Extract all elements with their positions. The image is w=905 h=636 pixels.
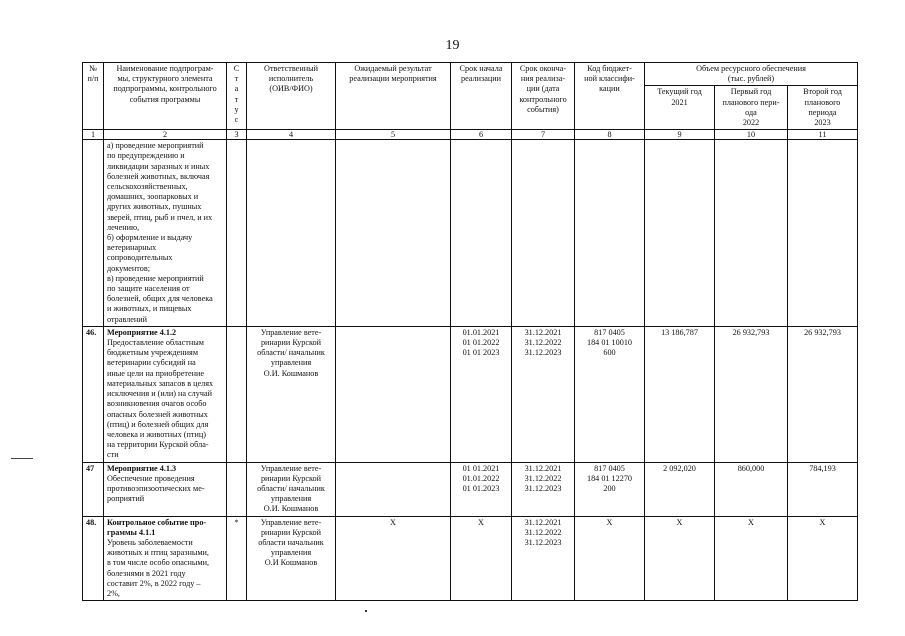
row-num: [83, 140, 104, 327]
row-start: 01 01.2021 01.01.2022 01 01.2023: [451, 462, 512, 516]
row-code: 817 0405 184 01 12270 200: [575, 462, 645, 516]
row-name: [104, 462, 227, 516]
header-name: Наименование подпрограм- мы, структурного элемента подпрограммы, контрольного события программы: [104, 63, 227, 130]
header-end: Срок оконча- ния реализа- ции (дата контрольного события): [512, 63, 575, 130]
row-2023: [788, 140, 858, 327]
header-code: Код бюджет- ной классифи- кации: [575, 63, 645, 130]
row-title: Контрольное событие про- граммы 4.1.1: [107, 517, 207, 537]
column-number: 6: [451, 130, 512, 140]
row-2023: 784,193: [788, 462, 858, 516]
column-number: 3: [227, 130, 247, 140]
column-number: 1: [83, 130, 104, 140]
header-year-2021: Текущий год 2021: [645, 86, 715, 130]
row-executor: [247, 140, 336, 327]
row-code: [575, 140, 645, 327]
row-status: [227, 462, 247, 516]
row-end: 31.12.2021 31.12.2022 31.12.2023: [512, 326, 575, 462]
table-row: [83, 462, 858, 516]
row-body: Уровень заболеваемости животных и птиц заразными, в том числе особо опасными, болезнями в 2021 году составит 2%, в 2022 году – 2%,: [107, 537, 210, 598]
header-year-2023: Второй год планового периода 2023: [788, 86, 858, 130]
row-body: а) проведение мероприятий по предупреждению и ликвидации заразных и иных болезней животных, включая сельскохозяйственных, домашних, зоопарковых и других животных, пушных зверей, птиц, рыб и пчел, и их лечению, б) оформление и выдачу ветеринарных сопроводительных документов; в) проведение мероприятий по защите населения от болезней, общих для человека и животных, и пищевых отравлений: [107, 141, 213, 324]
row-result: X: [336, 516, 451, 601]
row-body: Обеспечение проведения противоэпизоотических ме- роприятий: [107, 473, 205, 504]
header-status: С т а т у с: [227, 63, 247, 130]
table-row: [83, 326, 858, 462]
row-2023: X: [788, 516, 858, 601]
row-body: Предоставление областным бюджетным учреждениям ветеринарии субсидий на иные цели на приобретение материальных запасов в целях исключения и (или) на случай возникновения очагов особо опасных болезней животных (птиц) и болезней общих для человека и животных (птиц) на территории Курской обла- сти: [107, 338, 214, 460]
column-number: 10: [715, 130, 788, 140]
stray-dot: [365, 610, 367, 612]
header-num: № п/п: [83, 63, 104, 130]
header-year-2022: Первый год планового пери- ода 2022: [715, 86, 788, 130]
header-start: Срок начала реализации: [451, 63, 512, 130]
header-result: Ожидаемый результат реализации мероприятия: [336, 63, 451, 130]
column-number: 5: [336, 130, 451, 140]
row-2023: 26 932,793: [788, 326, 858, 462]
row-2022: 26 932,793: [715, 326, 788, 462]
page-number: 19: [445, 38, 460, 53]
column-number: 4: [247, 130, 336, 140]
row-executor: Управление вете- ринарии Курской области начальник управления О.И Кошманов: [247, 516, 336, 601]
row-2022: [715, 140, 788, 327]
row-result: [336, 462, 451, 516]
program-table: [82, 62, 858, 601]
column-number: 11: [788, 130, 858, 140]
row-end: [512, 140, 575, 327]
row-num: 48.: [83, 516, 104, 601]
row-2022: 860,000: [715, 462, 788, 516]
row-2022: X: [715, 516, 788, 601]
row-executor: Управление вете- ринарии Курской области/ начальник управления О.И. Кошманов: [247, 462, 336, 516]
row-2021: [645, 140, 715, 327]
row-status: [227, 326, 247, 462]
column-numbers-row: [83, 130, 858, 140]
row-2021: 2 092,020: [645, 462, 715, 516]
row-status: [227, 140, 247, 327]
row-num: 47: [83, 462, 104, 516]
column-number: 8: [575, 130, 645, 140]
row-title: Мероприятие 4.1.3: [107, 463, 177, 473]
row-start: X: [451, 516, 512, 601]
table-row: [83, 140, 858, 327]
column-number: 9: [645, 130, 715, 140]
row-end: 31.12.2021 31.12.2022 31.12.2023: [512, 516, 575, 601]
row-result: [336, 140, 451, 327]
row-name: [104, 516, 227, 601]
row-num: 46.: [83, 326, 104, 462]
row-name: [104, 326, 227, 462]
row-name: [104, 140, 227, 327]
table-row: [83, 516, 858, 601]
column-number: 2: [104, 130, 227, 140]
column-number: 7: [512, 130, 575, 140]
margin-dash-mark: [11, 458, 33, 459]
row-code: X: [575, 516, 645, 601]
row-executor: Управление вете- ринарии Курской области/ начальник управления О.И. Кошманов: [247, 326, 336, 462]
row-result: [336, 326, 451, 462]
header-executor: Ответственный исполнитель (ОИВ/ФИО): [247, 63, 336, 130]
row-start: [451, 140, 512, 327]
row-2021: 13 186,787: [645, 326, 715, 462]
row-title: Мероприятие 4.1.2: [107, 327, 177, 337]
row-end: 31.12.2021 31.12.2022 31.12.2023: [512, 462, 575, 516]
row-2021: X: [645, 516, 715, 601]
header-row-1: [83, 63, 858, 86]
row-status: *: [227, 516, 247, 601]
row-code: 817 0405 184 01 10010 600: [575, 326, 645, 462]
row-start: 01.01.2021 01 01.2022 01 01 2023: [451, 326, 512, 462]
header-resources: Объем ресурсного обеспечения (тыс. рублей): [645, 63, 858, 86]
